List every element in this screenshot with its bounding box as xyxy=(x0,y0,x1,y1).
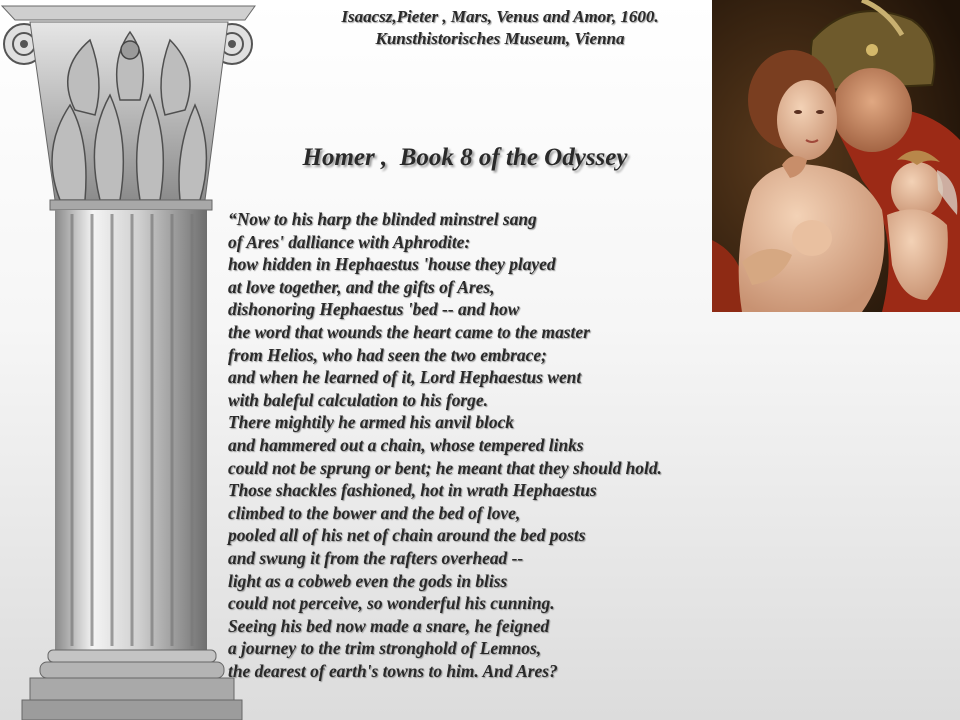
poem-line: pooled all of his net of chain around the bed posts xyxy=(228,525,586,546)
mars-venus-amor-painting xyxy=(712,0,960,312)
poem-line: the dearest of earth's towns to him. And Ares? xyxy=(228,660,558,681)
poem-line: with baleful calculation to his forge. xyxy=(228,389,488,410)
poem-line: how hidden in Hephaestus 'house they played xyxy=(228,254,556,275)
poem-line: “Now to his harp the blinded minstrel sang xyxy=(228,209,537,229)
poem-line: dishonoring Hephaestus 'bed -- and how xyxy=(228,299,520,320)
poem-line: Seeing his bed now made a snare, he feigned xyxy=(228,615,550,636)
poem-line: could not perceive, so wonderful his cunning. xyxy=(228,593,555,614)
caption-line-artwork: Isaacsz,Pieter , Mars, Venus and Amor, 1600. xyxy=(341,7,659,26)
poem-line: from Helios, who had seen the two embrace; xyxy=(228,344,547,365)
poem-line: could not be sprung or bent; he meant that they should hold. xyxy=(228,457,662,478)
poem-line: of Ares' dalliance with Aphrodite: xyxy=(228,231,471,252)
poem-line: There mightily he armed his anvil block xyxy=(228,412,514,433)
poem-line: and hammered out a chain, whose tempered links xyxy=(228,434,584,455)
poem-line: and swung it from the rafters overhead -- xyxy=(228,547,524,568)
caption-line-museum: Kunsthistorisches Museum, Vienna xyxy=(375,29,625,48)
painting-caption xyxy=(265,6,735,50)
poem-line: climbed to the bower and the bed of love, xyxy=(228,502,521,523)
corinthian-column-illustration xyxy=(0,0,260,720)
poem-line: and when he learned of it, Lord Hephaestus went xyxy=(228,367,582,388)
poem-line: the word that wounds the heart came to the master xyxy=(228,321,590,342)
poem-line: a journey to the trim stronghold of Lemnos, xyxy=(228,638,542,659)
poem-line: at love together, and the gifts of Ares, xyxy=(228,276,495,297)
poem-line: light as a cobweb even the gods in bliss xyxy=(228,570,508,591)
page-title: Homer , Book 8 of the Odyssey xyxy=(302,144,628,171)
poem-line: Those shackles fashioned, hot in wrath Hephaestus xyxy=(228,480,597,501)
